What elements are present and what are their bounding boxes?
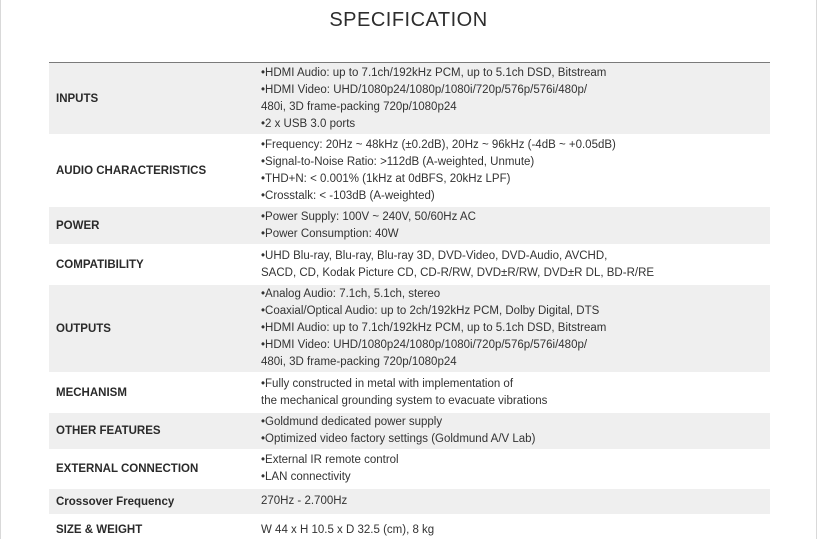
spec-line: •THD+N: < 0.001% (1kHz at 0dBFS, 20kHz LPF) [261,172,511,185]
spec-row-crossover-frequency [49,489,770,516]
spec-row-size-weight [49,516,770,539]
spec-value [261,64,770,134]
spec-value [261,413,770,449]
spec-label: AUDIO CHARACTERISTICS [56,164,207,177]
spec-label: POWER [56,219,100,232]
spec-value [261,247,770,283]
spec-value [261,285,770,372]
spec-line: •UHD Blu-ray, Blu-ray, Blu-ray 3D, DVD-Video, DVD-Audio, AVCHD, [261,249,608,262]
spec-row-external-connection [49,451,770,489]
spec-table [49,62,770,539]
spec-value [261,136,770,206]
spec-value [261,208,770,244]
spec-value [261,451,770,487]
spec-line: •Signal-to-Noise Ratio: >112dB (A-weighted, Unmute) [261,155,535,168]
spec-line: 480i, 3D frame-packing 720p/1080p24 [261,100,457,113]
spec-label: COMPATIBILITY [56,258,144,271]
spec-line: •Goldmund dedicated power supply [261,416,443,428]
spec-label: SIZE & WEIGHT [56,524,143,536]
spec-label: MECHANISM [56,386,127,399]
spec-value [261,375,770,411]
spec-line: •Analog Audio: 7.1ch, 5.1ch, stereo [261,288,441,300]
spec-line: the mechanical grounding system to evacuate vibrations [261,394,548,407]
spec-row-inputs [49,63,770,136]
spec-line: 270Hz - 2.700Hz [261,495,348,507]
spec-label: INPUTS [56,92,99,105]
spec-line: •Optimized video factory settings (Goldmund A/V Lab) [261,433,536,445]
spec-line: •Crosstalk: < -103dB (A-weighted) [261,189,435,202]
spec-row-power [49,207,770,246]
spec-row-audio-characteristics [49,136,770,207]
spec-row-mechanism [49,374,770,413]
spec-label: Crossover Frequency [56,495,175,508]
spec-row-other-features [49,413,770,451]
spec-line: •HDMI Video: UHD/1080p24/1080p/1080i/720p/576p/576i/480p/ [261,83,588,96]
spec-line: •Fully constructed in metal with implementation of [261,377,514,390]
page-title: SPECIFICATION [329,9,488,31]
spec-line: •HDMI Audio: up to 7.1ch/192kHz PCM, up to 5.1ch DSD, Bitstream [261,322,607,334]
spec-line: •Coaxial/Optical Audio: up to 2ch/192kHz PCM, Dolby Digital, DTS [261,305,600,317]
spec-line: SACD, CD, Kodak Picture CD, CD-R/RW, DVD±R/RW, DVD±R DL, BD-R/RE [261,266,655,279]
spec-label: OUTPUTS [56,322,111,335]
spec-value [261,521,770,539]
spec-row-outputs [49,285,770,374]
spec-value [261,492,770,511]
spec-line: •HDMI Audio: up to 7.1ch/192kHz PCM, up to 5.1ch DSD, Bitstream [261,66,607,79]
spec-line: •Frequency: 20Hz ~ 48kHz (±0.2dB), 20Hz ~ 96kHz (-4dB ~ +0.05dB) [261,138,616,151]
spec-line: •Power Supply: 100V ~ 240V, 50/60Hz AC [261,210,476,223]
spec-row-compatibility [49,246,770,285]
spec-line: W 44 x H 10.5 x D 32.5 (cm), 8 kg [261,523,435,536]
spec-line: 480i, 3D frame-packing 720p/1080p24 [261,356,457,368]
spec-line: •Power Consumption: 40W [261,227,399,240]
spec-line: •External IR remote control [261,454,399,466]
spec-line: •LAN connectivity [261,471,351,483]
spec-label: OTHER FEATURES [56,425,161,437]
spec-line: •HDMI Video: UHD/1080p24/1080p/1080i/720p/576p/576i/480p/ [261,339,588,351]
spec-line: •2 x USB 3.0 ports [261,117,356,130]
spec-label: EXTERNAL CONNECTION [56,463,199,475]
